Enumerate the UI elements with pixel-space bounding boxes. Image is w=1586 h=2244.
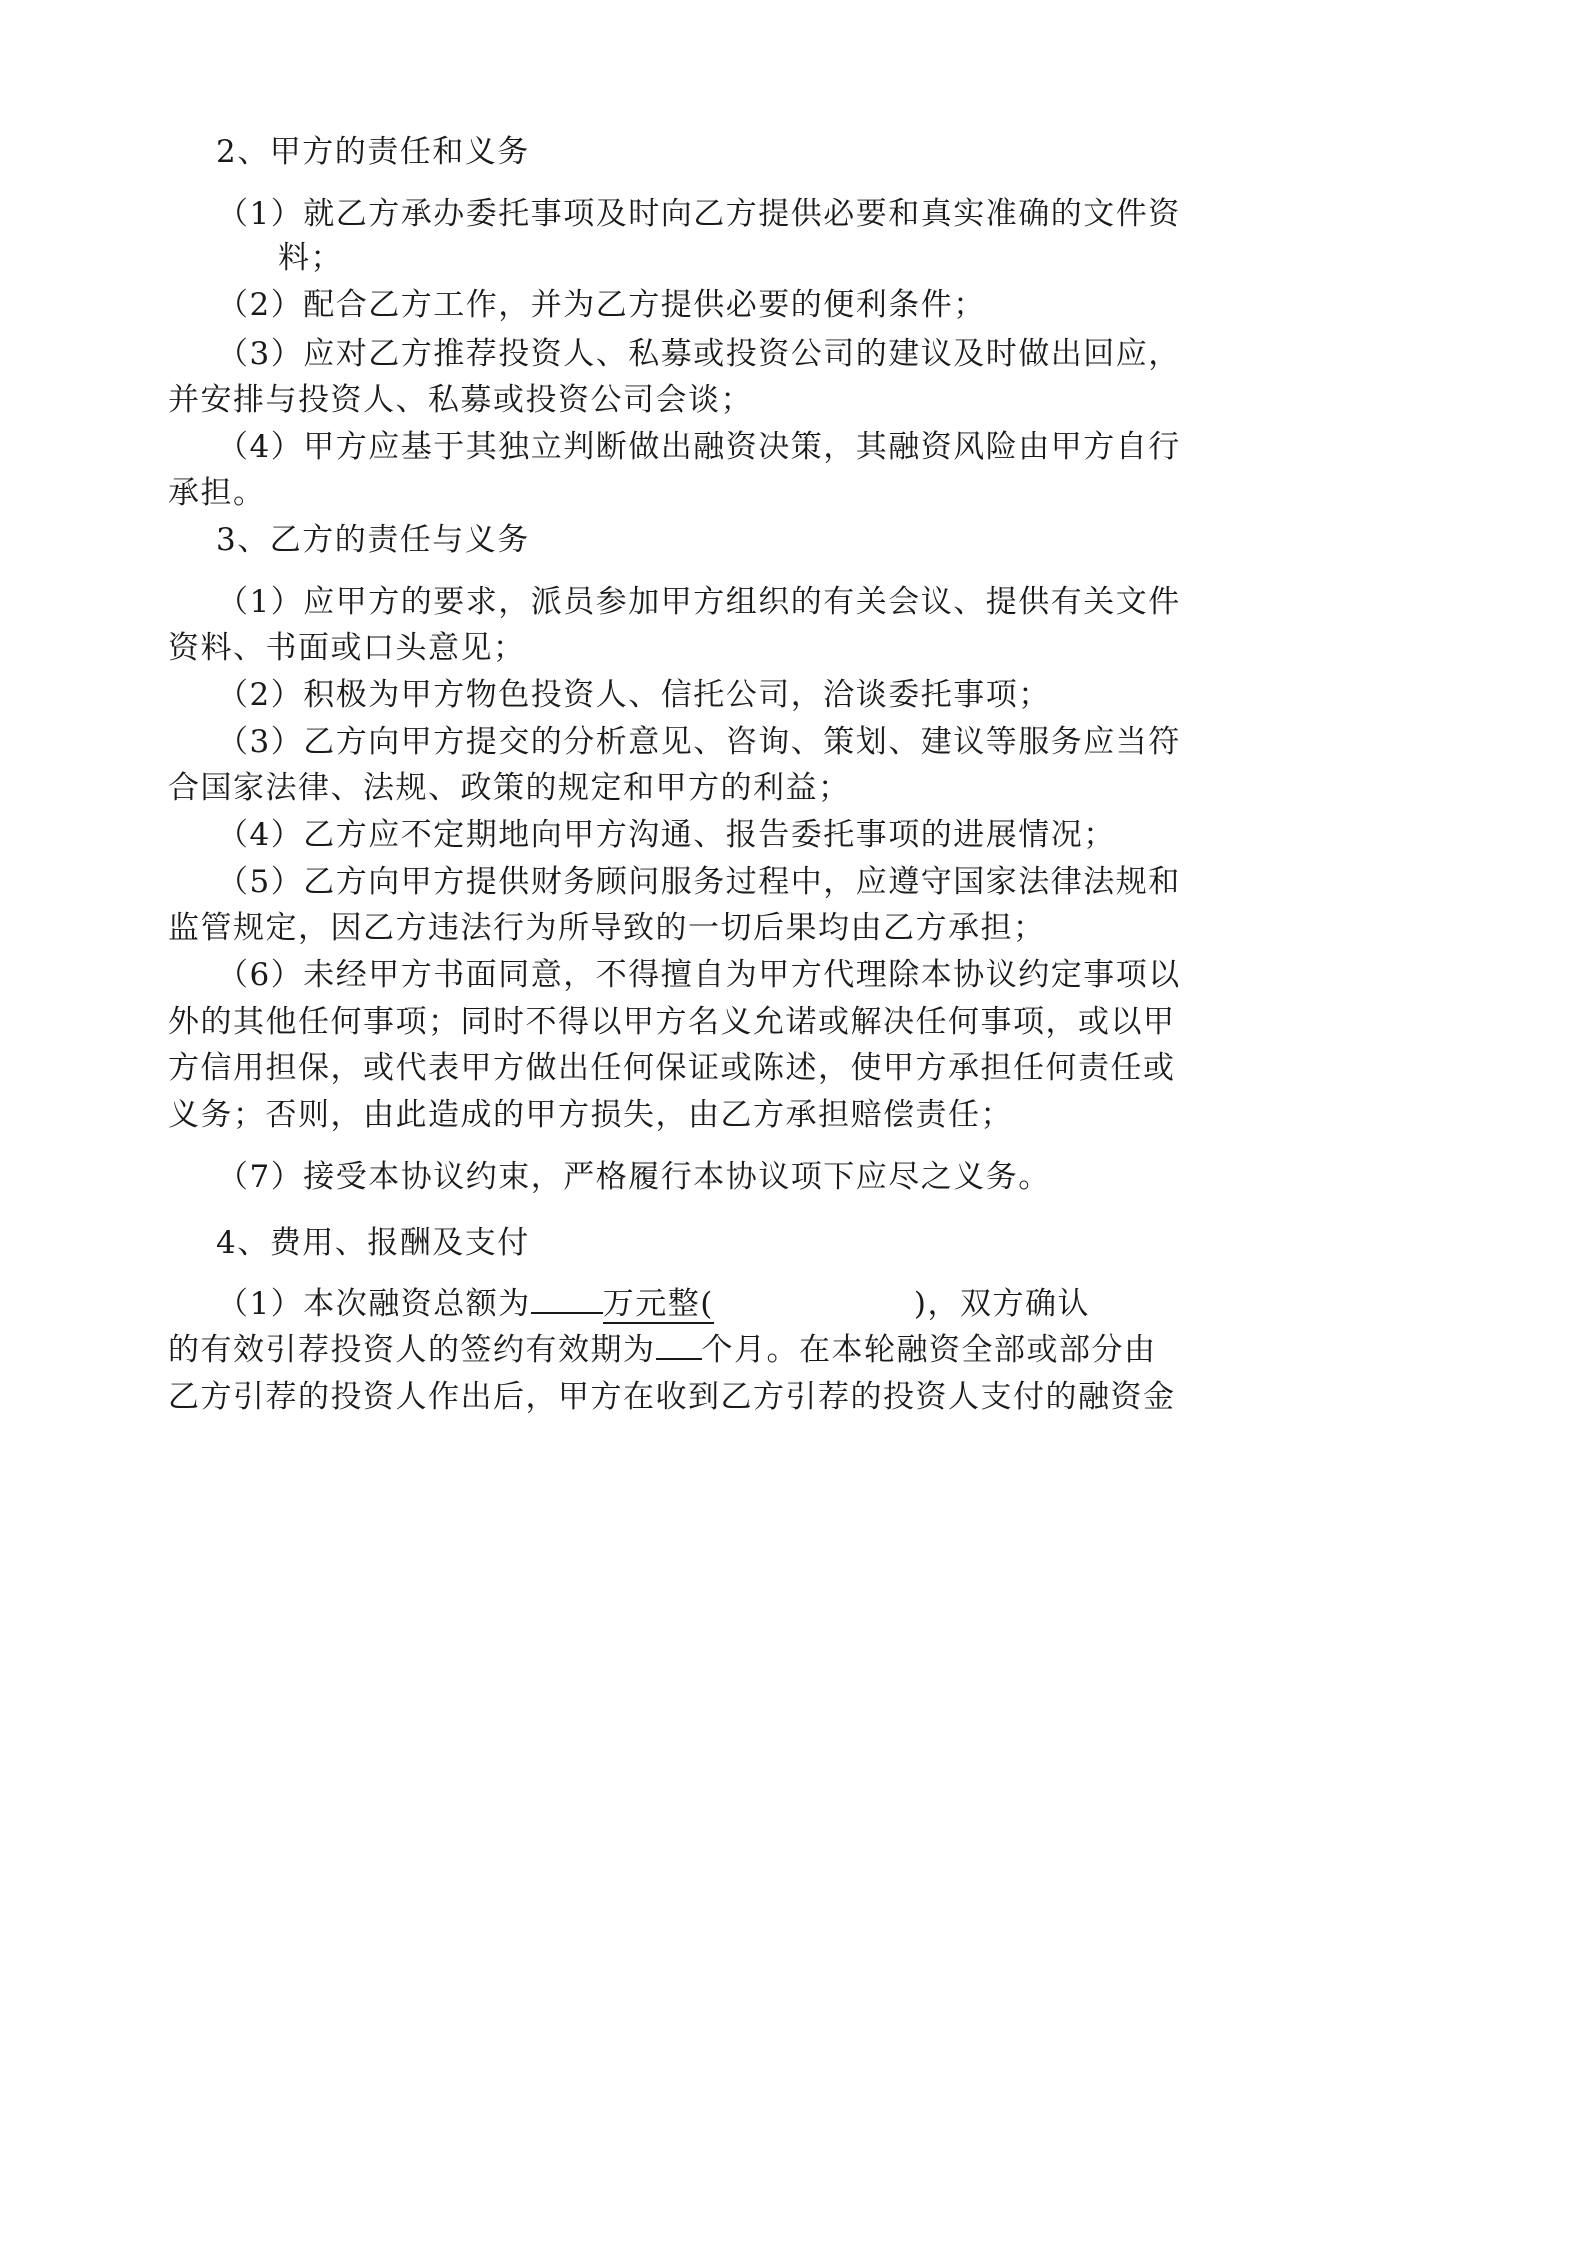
s4-item-1-line-3: 乙方引荐的投资人作出后，甲方在收到乙方引荐的投资人支付的融资金	[168, 1379, 1176, 1415]
s3-item-5-line-2: 监管规定，因乙方违法行为所导致的一切后果均由乙方承担；	[168, 910, 1046, 946]
s3-item-7-line-1: （7）接受本协议约束，严格履行本协议项下应尽之义务。	[217, 1159, 1051, 1195]
s4-item-1-line-2	[168, 1330, 1157, 1370]
s4-item-1-prefix: （1）本次融资总额为	[217, 1286, 531, 1322]
s2-item-4-line-1: （4）甲方应基于其独立判断做出融资决策，其融资风险由甲方自行	[217, 429, 1181, 465]
s3-item-3-line-1: （3）乙方向甲方提交的分析意见、咨询、策划、建议等服务应当符	[217, 724, 1181, 760]
s2-item-3-line-2: 并安排与投资人、私募或投资公司会谈；	[168, 382, 753, 418]
s3-item-6-line-2: 外的其他任何事项；同时不得以甲方名义允诺或解决任何事项，或以甲	[168, 1004, 1176, 1040]
s3-item-3-line-2: 合国家法律、法规、政策的规定和甲方的利益；	[168, 770, 851, 806]
s4-item-1-suffix: )，双方确认	[913, 1286, 1090, 1322]
amount-unit: 万元整(	[602, 1286, 714, 1322]
s3-item-6-line-1: （6）未经甲方书面同意，不得擅自为甲方代理除本协议约定事项以	[217, 957, 1181, 993]
s2-item-2-line-1: （2）配合乙方工作，并为乙方提供必要的便利条件；	[217, 287, 986, 323]
section-3-heading: 3、乙方的责任与义务	[216, 522, 530, 558]
section-2-heading: 2、甲方的责任和义务	[216, 134, 530, 170]
amount-blank	[531, 1284, 603, 1314]
s3-item-6-line-3: 方信用担保，或代表甲方做出任何保证或陈述，使甲方承担任何责任或	[168, 1050, 1176, 1086]
s3-item-1-line-2: 资料、书面或口头意见；	[168, 630, 526, 666]
section-4-heading: 4、费用、报酬及支付	[216, 1225, 530, 1261]
s3-item-5-line-1: （5）乙方向甲方提供财务顾问服务过程中，应遵守国家法律法规和	[217, 864, 1181, 900]
s3-item-4-line-1: （4）乙方应不定期地向甲方沟通、报告委托事项的进展情况；	[217, 817, 1116, 853]
s3-item-2-line-1: （2）积极为甲方物色投资人、信托公司，洽谈委托事项；	[217, 677, 1051, 713]
s2-item-4-line-2: 承担。	[168, 475, 266, 511]
s4-item-1-line-1	[217, 1284, 1090, 1324]
months-unit: 个月。在本轮融资全部或部分由	[701, 1332, 1157, 1368]
s2-item-1-line-2: 料；	[278, 240, 343, 276]
s2-item-1-line-1: （1）就乙方承办委托事项及时向乙方提供必要和真实准确的文件资	[217, 196, 1181, 232]
s3-item-6-line-4: 义务；否则，由此造成的甲方损失，由乙方承担赔偿责任；	[168, 1097, 1013, 1133]
s3-item-1-line-1: （1）应甲方的要求，派员参加甲方组织的有关会议、提供有关文件	[217, 584, 1181, 620]
s4-item-1-line-2-prefix: 的有效引荐投资人的签约有效期为	[168, 1332, 656, 1368]
s2-item-3-line-1: （3）应对乙方推荐投资人、私募或投资公司的建议及时做出回应，	[217, 336, 1181, 372]
months-blank	[656, 1330, 702, 1360]
